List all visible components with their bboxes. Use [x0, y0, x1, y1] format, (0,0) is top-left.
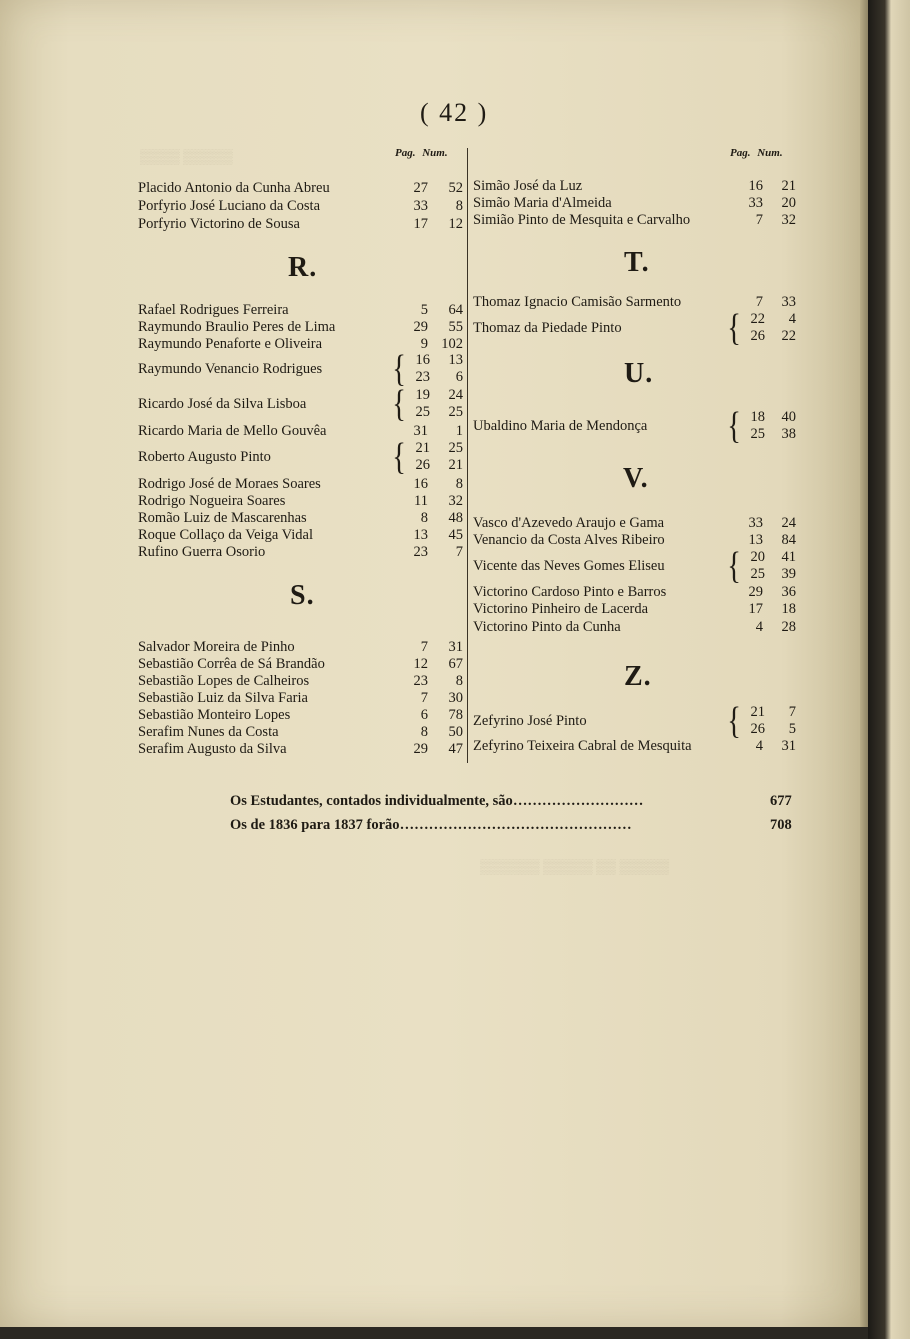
entry-page: 7: [755, 212, 763, 228]
pag-header: Pag.: [395, 147, 416, 159]
entry-number: 18: [781, 601, 796, 617]
entry-page: 29: [413, 741, 428, 757]
section-letter-z: Z.: [624, 661, 652, 692]
entry-number: 102: [441, 336, 463, 352]
entry-page: 16: [415, 352, 430, 368]
entry-number: 45: [448, 527, 463, 543]
entry-number: 32: [781, 212, 796, 228]
entry-number: 64: [448, 302, 463, 318]
entry-page: 16: [748, 178, 763, 194]
entry-page: 27: [413, 180, 428, 196]
bleed-through-text: ▒▒▒▒ ▒▒▒▒▒: [140, 150, 233, 165]
entry-row: [138, 493, 463, 510]
entry-name: Simão José da Luz: [473, 178, 583, 194]
entry-page: 21: [415, 440, 430, 456]
entry-row: [138, 336, 463, 353]
entry-number: 6: [455, 369, 463, 385]
entry-page: 5: [420, 302, 428, 318]
entry-page: 23: [413, 544, 428, 560]
entry-number: 24: [781, 515, 796, 531]
entry-page: 19: [415, 387, 430, 403]
entry-page: 23: [413, 673, 428, 689]
entry-number: 47: [448, 741, 463, 757]
brace-glyph: {: [727, 307, 741, 349]
entry-page: 18: [750, 409, 765, 425]
entry-name: Ricardo José da Silva Lisboa: [138, 396, 307, 412]
entry-row: [473, 178, 798, 195]
entry-name: Simão Maria d'Almeida: [473, 195, 612, 211]
entry-name: Porfyrio José Luciano da Costa: [138, 198, 321, 214]
entry-name: Sebastião Corrêa de Sá Brandão: [138, 656, 325, 672]
entry-name: Raymundo Penaforte e Oliveira: [138, 336, 323, 352]
entry-number: 31: [781, 738, 796, 754]
entry-page: 7: [755, 294, 763, 310]
entry-number: 8: [455, 198, 463, 214]
entry-number: 24: [448, 387, 463, 403]
total-value: 708: [770, 817, 792, 833]
entry-name: Venancio da Costa Alves Ribeiro: [473, 532, 665, 548]
entry-page: 12: [413, 656, 428, 672]
entry-row: [138, 510, 463, 527]
entry-row: [138, 544, 463, 561]
entry-row: [138, 180, 463, 197]
entry-page: 7: [420, 639, 428, 655]
entry-name: Porfyrio Victorino de Sousa: [138, 216, 300, 232]
entry-name: Ubaldino Maria de Mendonça: [473, 418, 648, 434]
brace-entry: [138, 436, 463, 478]
total-students-line: [230, 793, 800, 811]
entry-number: 1: [455, 423, 463, 439]
entry-number: 7: [788, 704, 796, 720]
entry-name: Thomaz da Piedade Pinto: [473, 320, 622, 336]
entry-row: [473, 532, 798, 549]
entry-number: 7: [455, 544, 463, 560]
total-label: Os de 1836 para 1837 forão: [230, 817, 400, 833]
left-column-header: [395, 147, 448, 159]
entry-number: 30: [448, 690, 463, 706]
right-column-header: [730, 147, 783, 159]
brace-glyph: {: [727, 700, 741, 742]
entry-row: [473, 515, 798, 532]
entry-page: 8: [420, 510, 428, 526]
entry-number: 55: [448, 319, 463, 335]
entry-number: 48: [448, 510, 463, 526]
brace-glyph: {: [392, 436, 406, 478]
entry-number: 32: [448, 493, 463, 509]
entry-row: [138, 724, 463, 741]
entry-name: Sebastião Luiz da Silva Faria: [138, 690, 308, 706]
num-header: Num.: [757, 147, 783, 159]
entry-page: 11: [414, 493, 428, 509]
previous-year-total-line: [230, 817, 800, 835]
entry-page: 4: [755, 619, 763, 635]
entry-row: [138, 423, 463, 440]
total-label: Os Estudantes, contados individualmente, são: [230, 793, 513, 809]
leader-dots: …………………………………………: [399, 817, 632, 833]
entry-row: [473, 601, 798, 618]
leader-dots: ………………………: [512, 793, 644, 809]
entry-name: Placido Antonio da Cunha Abreu: [138, 180, 330, 196]
entry-page: 6: [420, 707, 428, 723]
entry-row: [473, 294, 798, 311]
page-spine: [860, 0, 868, 1327]
entry-page: 16: [413, 476, 428, 492]
entry-page: 21: [750, 704, 765, 720]
entry-page: 7: [420, 690, 428, 706]
brace-entry: [138, 348, 463, 390]
column-divider: [467, 148, 468, 763]
entry-number: 25: [448, 404, 463, 420]
entry-page: 26: [750, 721, 765, 737]
section-letter-r: R.: [288, 252, 318, 283]
entry-page: 33: [413, 198, 428, 214]
entry-number: 8: [455, 673, 463, 689]
book-edge: [868, 0, 910, 1339]
entry-number: 20: [781, 195, 796, 211]
entry-page: 31: [413, 423, 428, 439]
page-number: ( 42 ): [420, 98, 489, 127]
entry-page: 29: [748, 584, 763, 600]
total-value: 677: [770, 793, 792, 809]
entry-name: Victorino Pinto da Cunha: [473, 619, 621, 635]
entry-number: 22: [781, 328, 796, 344]
entry-name: Simião Pinto de Mesquita e Carvalho: [473, 212, 691, 228]
entry-name: Zefyrino Teixeira Cabral de Mesquita: [473, 738, 692, 754]
section-letter-u: U.: [624, 358, 654, 389]
entry-row: [138, 198, 463, 215]
entry-page: 22: [750, 311, 765, 327]
entry-row: [138, 319, 463, 336]
brace-entry: [138, 383, 463, 425]
entry-number: 21: [448, 457, 463, 473]
entry-number: 13: [448, 352, 463, 368]
entry-row: [138, 476, 463, 493]
entry-row: [473, 619, 798, 636]
entry-number: 4: [788, 311, 796, 327]
num-header: Num.: [422, 147, 448, 159]
entry-name: Roberto Augusto Pinto: [138, 449, 271, 465]
entry-number: 28: [781, 619, 796, 635]
section-letter-t: T.: [624, 247, 650, 278]
entry-row: [138, 707, 463, 724]
entry-page: 4: [755, 738, 763, 754]
entry-number: 41: [781, 549, 796, 565]
entry-name: Rodrigo José de Moraes Soares: [138, 476, 321, 492]
entry-row: [138, 639, 463, 656]
entry-page: 9: [420, 336, 428, 352]
entry-page: 17: [748, 601, 763, 617]
entry-number: 78: [448, 707, 463, 723]
entry-number: 25: [448, 440, 463, 456]
brace-glyph: {: [727, 545, 741, 587]
entry-name: Sebastião Lopes de Calheiros: [138, 673, 310, 689]
entry-number: 84: [781, 532, 796, 548]
entry-number: 5: [788, 721, 796, 737]
brace-entry: [473, 405, 798, 447]
entry-number: 33: [781, 294, 796, 310]
entry-name: Rafael Rodrigues Ferreira: [138, 302, 289, 318]
entry-name: Sebastião Monteiro Lopes: [138, 707, 291, 723]
entry-name: Roque Collaço da Veiga Vidal: [138, 527, 313, 543]
entry-page: 29: [413, 319, 428, 335]
brace-glyph: {: [392, 383, 406, 425]
entry-name: Raymundo Venancio Rodrigues: [138, 361, 323, 377]
entry-number: 40: [781, 409, 796, 425]
bleed-through-text: ▒▒▒▒▒▒ ▒▒▒▒▒ ▒▒ ▒▒▒▒▒: [480, 860, 670, 875]
entry-row: [473, 212, 798, 229]
brace-entry: [473, 700, 798, 742]
entry-number: 36: [781, 584, 796, 600]
entry-name: Romão Luiz de Mascarenhas: [138, 510, 307, 526]
brace-glyph: {: [727, 405, 741, 447]
entry-page: 13: [413, 527, 428, 543]
brace-entry: [473, 545, 798, 587]
entry-page: 25: [415, 404, 430, 420]
entry-name: Salvador Moreira de Pinho: [138, 639, 295, 655]
entry-name: Ricardo Maria de Mello Gouvêa: [138, 423, 327, 439]
entry-page: 13: [748, 532, 763, 548]
pag-header: Pag.: [730, 147, 751, 159]
entry-row: [138, 302, 463, 319]
entry-row: [138, 673, 463, 690]
entry-name: Serafim Augusto da Silva: [138, 741, 287, 757]
entry-number: 52: [448, 180, 463, 196]
entry-row: [138, 656, 463, 673]
entry-page: 17: [413, 216, 428, 232]
entry-page: 23: [415, 369, 430, 385]
section-letter-s: S.: [290, 580, 315, 611]
entry-number: 12: [448, 216, 463, 232]
entry-name: Vicente das Neves Gomes Eliseu: [473, 558, 665, 574]
entry-number: 67: [448, 656, 463, 672]
entry-row: [473, 738, 798, 755]
entry-row: [138, 690, 463, 707]
entry-page: 25: [750, 426, 765, 442]
entry-name: Rodrigo Nogueira Soares: [138, 493, 286, 509]
entry-number: 31: [448, 639, 463, 655]
entry-page: 33: [748, 195, 763, 211]
entry-number: 50: [448, 724, 463, 740]
entry-row: [473, 195, 798, 212]
entry-page: 25: [750, 566, 765, 582]
brace-entry: [473, 307, 798, 349]
brace-glyph: {: [392, 348, 406, 390]
entry-name: Zefyrino José Pinto: [473, 713, 587, 729]
entry-page: 20: [750, 549, 765, 565]
entry-row: [473, 584, 798, 601]
entry-name: Victorino Pinheiro de Lacerda: [473, 601, 649, 617]
entry-page: 26: [415, 457, 430, 473]
entry-row: [138, 741, 463, 758]
entry-row: [138, 527, 463, 544]
entry-name: Vasco d'Azevedo Araujo e Gama: [473, 515, 665, 531]
entry-row: [138, 216, 463, 233]
entry-page: 33: [748, 515, 763, 531]
entry-name: Raymundo Braulio Peres de Lima: [138, 319, 336, 335]
entry-number: 21: [781, 178, 796, 194]
entry-page: 26: [750, 328, 765, 344]
entry-name: Serafim Nunes da Costa: [138, 724, 279, 740]
entry-number: 39: [781, 566, 796, 582]
entry-number: 8: [455, 476, 463, 492]
entry-name: Victorino Cardoso Pinto e Barros: [473, 584, 667, 600]
entry-page: 8: [420, 724, 428, 740]
entry-number: 38: [781, 426, 796, 442]
entry-name: Thomaz Ignacio Camisão Sarmento: [473, 294, 682, 310]
entry-name: Rufino Guerra Osorio: [138, 544, 266, 560]
section-letter-v: V.: [623, 463, 649, 494]
